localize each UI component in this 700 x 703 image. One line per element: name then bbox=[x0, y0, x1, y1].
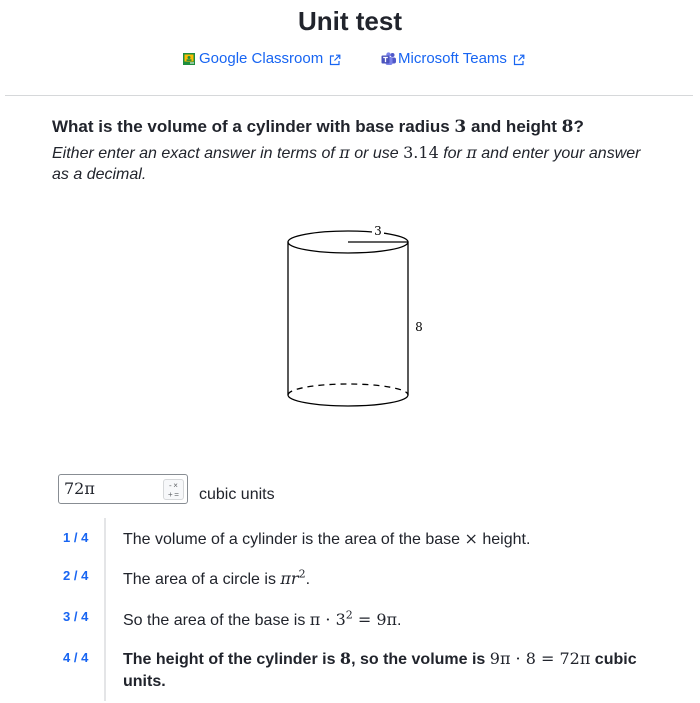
hint-step-1: 1 / 4 bbox=[63, 530, 89, 545]
hint-text-2: The area of a circle is $\pi r^2$. bbox=[123, 567, 311, 588]
answer-input[interactable]: 72π bbox=[58, 474, 188, 504]
page-title: Unit test bbox=[298, 6, 402, 36]
question-instruction: Either enter an exact answer in terms of π or use 3.14 for π and enter your answer as a decimal. bbox=[52, 143, 641, 183]
google-classroom-icon bbox=[182, 52, 196, 66]
hints-divider bbox=[104, 518, 106, 701]
hint-step-3: 3 / 4 bbox=[63, 609, 89, 624]
height-value: 8 bbox=[561, 117, 574, 137]
keypad-icon[interactable]: - × + = bbox=[163, 479, 184, 500]
hint-text-1: The volume of a cylinder is the area of the base × height. bbox=[123, 529, 531, 548]
google-classroom-link[interactable] bbox=[182, 50, 341, 67]
radius-value: 3 bbox=[454, 117, 467, 137]
divider bbox=[5, 95, 693, 96]
question-text: What is the volume of a cylinder with base radius 3 and height 8? bbox=[52, 117, 584, 137]
hint-step-2: 2 / 4 bbox=[63, 568, 89, 583]
hints-panel bbox=[0, 518, 700, 703]
microsoft-teams-label: Microsoft Teams bbox=[398, 50, 507, 67]
height-label: 8 bbox=[415, 320, 423, 334]
google-classroom-label: Google Classroom bbox=[199, 50, 324, 67]
microsoft-teams-icon bbox=[381, 52, 395, 66]
microsoft-teams-link[interactable] bbox=[381, 50, 525, 67]
share-row bbox=[0, 50, 700, 72]
hint-text-3: So the area of the base is $\pi \cdot 3^2 = 9\pi$. bbox=[123, 608, 402, 629]
hint-step-4: 4 / 4 bbox=[63, 650, 89, 665]
radius-label: 3 bbox=[374, 224, 382, 238]
external-link-icon bbox=[513, 53, 525, 65]
cylinder-figure bbox=[280, 222, 423, 412]
hint-text-4: The height of the cylinder is 8, so the volume is 9π · 8 = 72π cubic units. bbox=[123, 649, 637, 690]
external-link-icon bbox=[329, 53, 341, 65]
units-label: cubic units bbox=[199, 486, 275, 503]
